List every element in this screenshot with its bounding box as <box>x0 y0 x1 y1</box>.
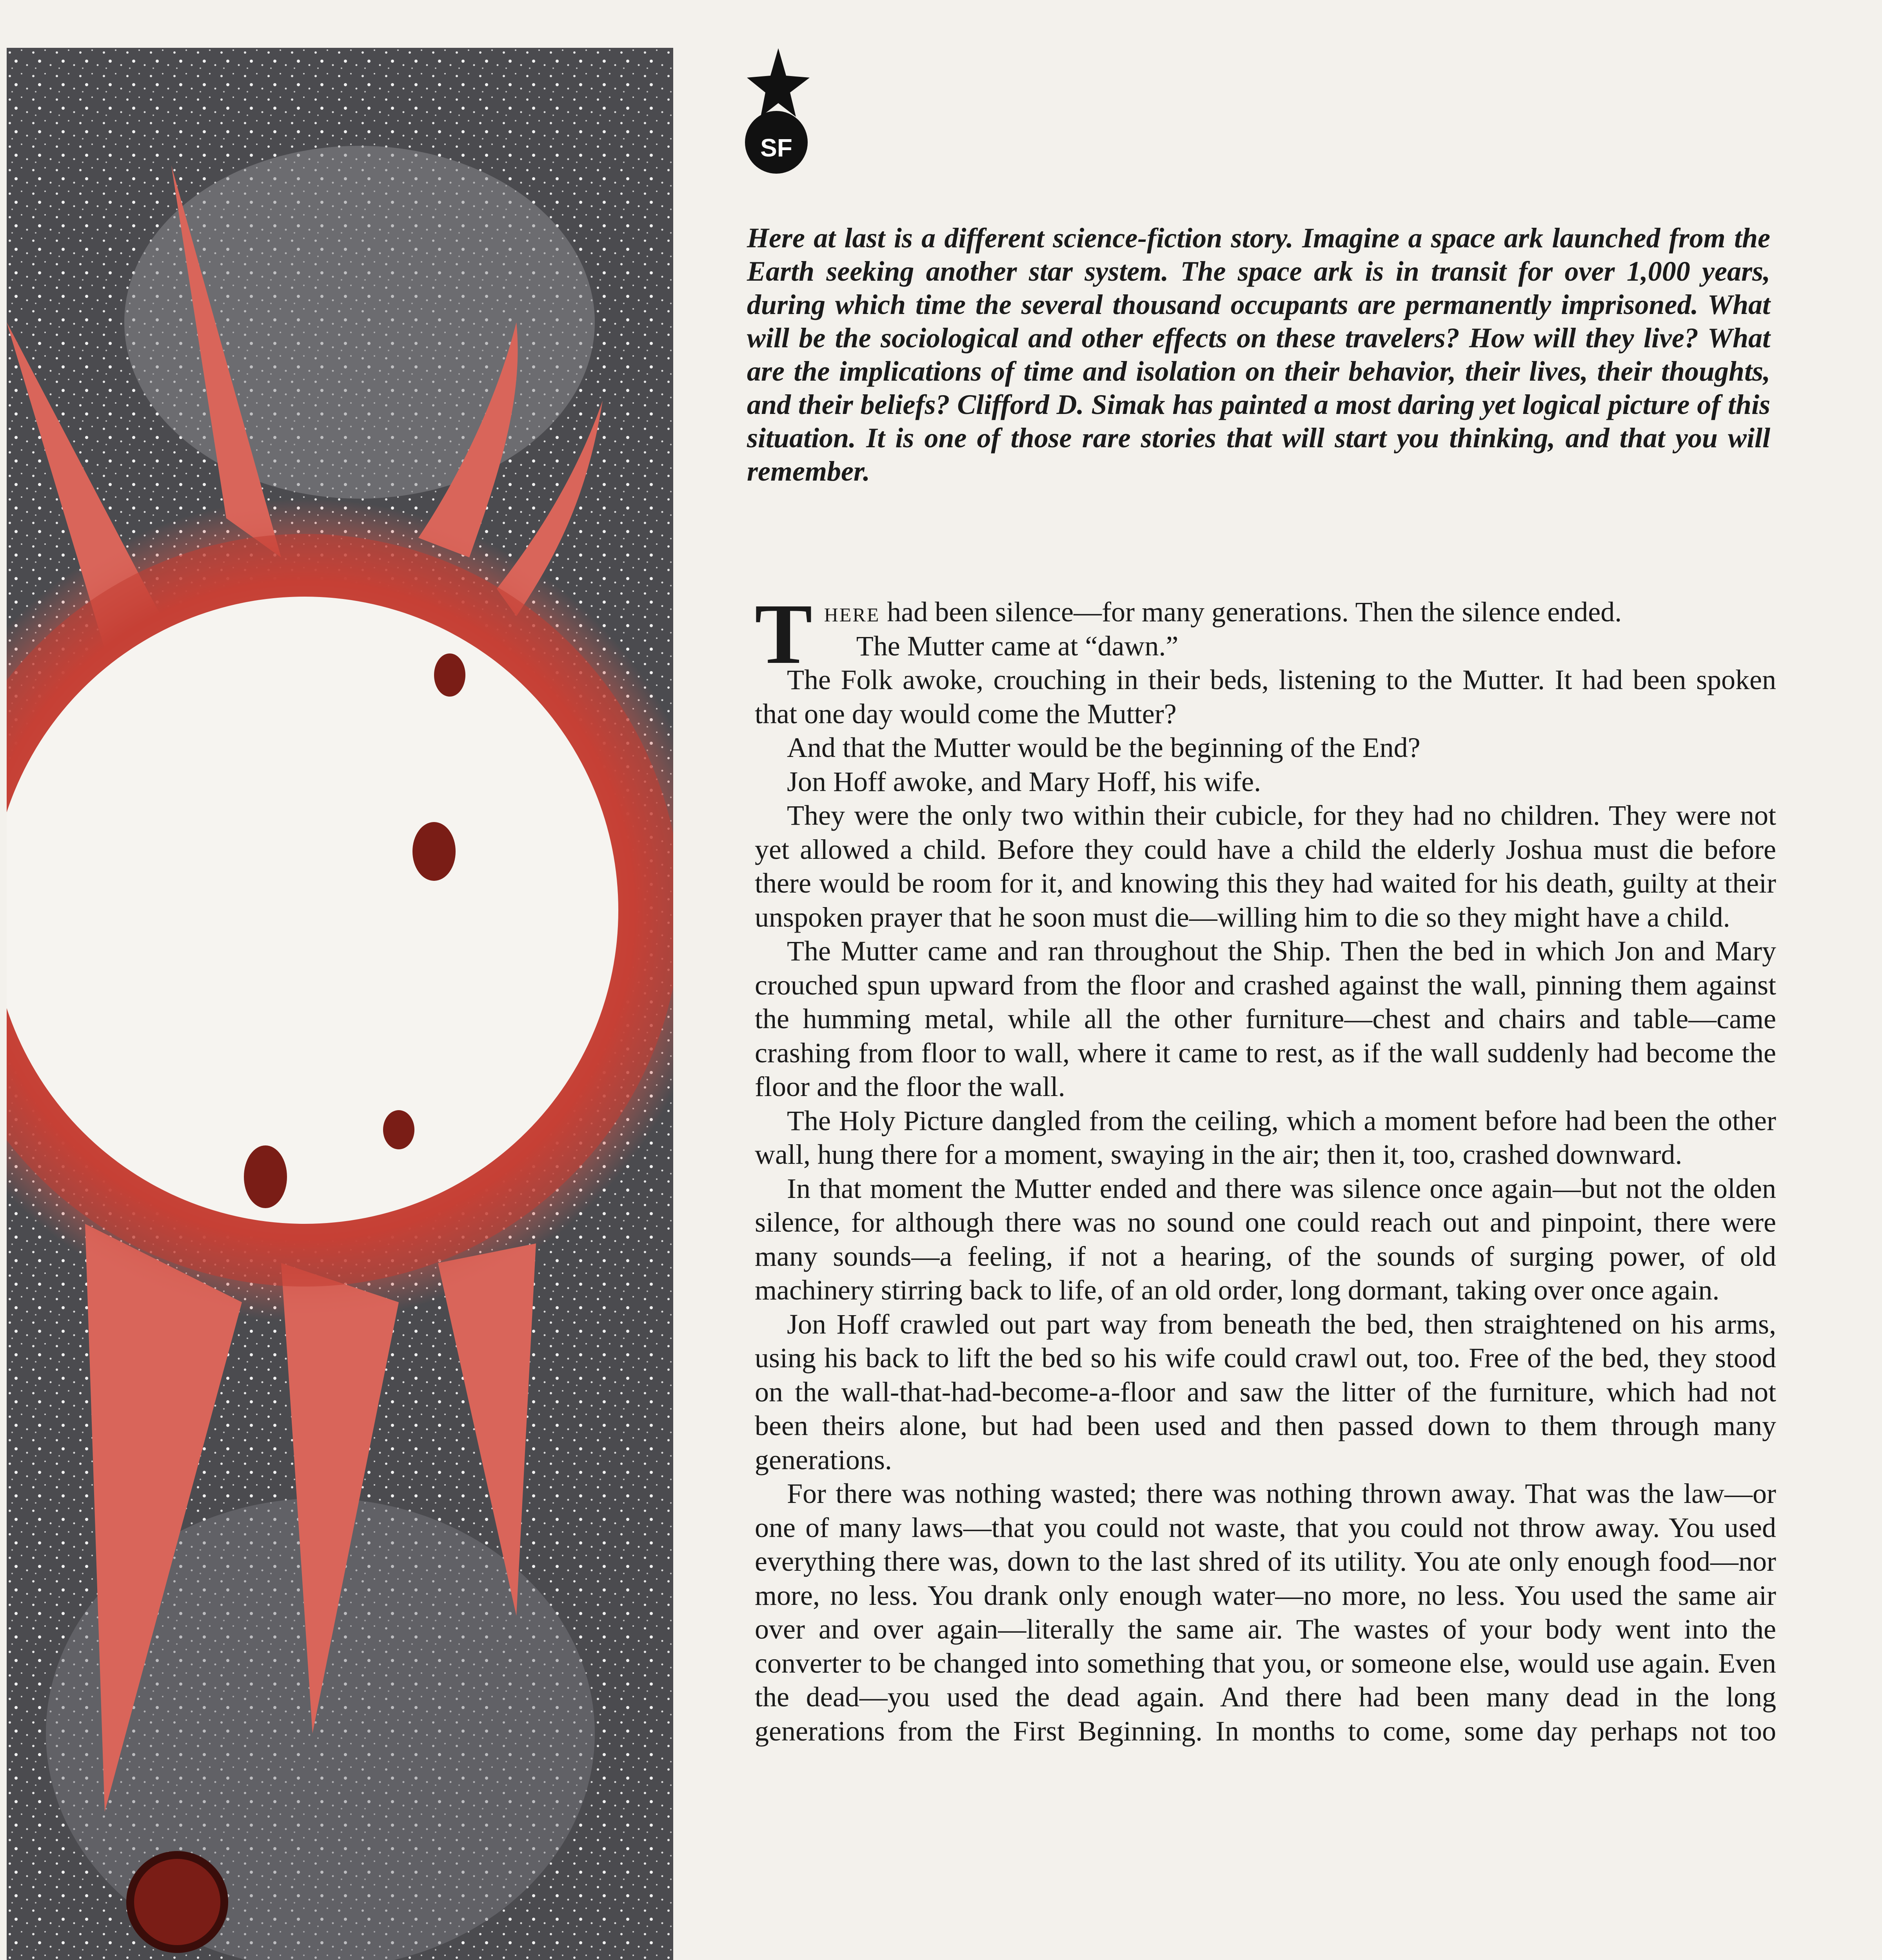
story-paragraph: Jon Hoff awoke, and Mary Hoff, his wife. <box>787 766 1261 797</box>
story-paragraph: The Mutter came and ran throughout the Ship. Then the bed in which Jon and Mary crouched spun upward from the floor and crashed against the wall, pinning them against the humming metal, while all the other furniture—chest and chairs and table—came crashing from floor to wall, where it came to rest, as if the wall suddenly had become the floor and the floor the wall. <box>755 935 1776 1102</box>
story-paragraph: The Mutter came at “dawn.” <box>856 630 1179 662</box>
story-paragraph: In that moment the Mutter ended and there was silence once again—but not the olden silence, for although there was no sound one could reach out and pinpoint, there were many sounds—a feeling, if not a hearing, of the sounds of surging power, of old machinery stirring back to life, of an old order, long dormant, taking over once again. <box>755 1172 1776 1306</box>
story-paragraph: The Folk awoke, crouching in their beds, listening to the Mutter. It had been spoken that one day would come the Mutter? <box>755 664 1776 730</box>
story-paragraph: They were the only two within their cubicle, for they had no children. They were not yet allowed a child. Before they could have a child the elderly Joshua must die before there would be room for it, and knowing this they had waited for his death, guilty at their unspoken prayer that he soon must die—willing him to die so they might have a child. <box>755 800 1776 933</box>
drop-cap: T <box>755 595 812 682</box>
lead-small-caps: here <box>824 596 880 628</box>
story-paragraph: Jon Hoff crawled out part way from beneath the bed, then straightened on his arms, using his back to lift the bed so his wife could crawl out, too. Free of the bed, they stood on the wall-that-had-become-a-floor and saw the litter of the furniture, which had not been theirs alone, but had been used and then passed down to them through many generations. <box>755 1308 1776 1475</box>
intro-blurb: Here at last is a different science-fiction story. Imagine a space ark launched from the Earth seeking another star system. The space ark is in transit for over 1,000 years, during which time the several thousand occupants are permanently imprisoned. What will be the sociological and other effects on these travelers? How will they live? What are the implications of time and isolation on their behavior, their lives, their thoughts, and their beliefs? Clifford D. Simak has painted a most daring yet logical picture of this situation. It is one of those rare stories that will start you thinking, and that you will remember. <box>747 222 1770 487</box>
story-paragraph: And that the Mutter would be the beginning of the End? <box>787 732 1421 763</box>
sf-badge-label: SF <box>760 134 792 162</box>
story-body <box>755 595 1776 1960</box>
sun-illustration <box>7 48 673 1960</box>
story-paragraph: The Holy Picture dangled from the ceiling, which a moment before had been the other wall, hung there for a moment, swaying in the air; then it, too, crashed downward. <box>755 1105 1776 1170</box>
story-paragraph: For there was nothing wasted; there was nothing thrown away. That was the law—or one of many laws—that you could not waste, that you could not throw away. You used everything there was, down to the last shred of its utility. You ate only enough food—nor more, no less. You drank only enough water—no more, no less. You used the same air over and over again—literally the same air. The wastes of your body went into the converter to be changed into something that you, or someone else, would use again. Even the dead—you used the dead again. And there had been many dead in the long generations from the First Beginning. In months to come, some day perhaps not too <box>755 1478 1776 1747</box>
sf-badge <box>741 46 812 176</box>
lead-text: had been silence—for many generations. Then the silence ended. <box>880 596 1622 628</box>
solar-flare-artwork <box>7 48 673 1960</box>
